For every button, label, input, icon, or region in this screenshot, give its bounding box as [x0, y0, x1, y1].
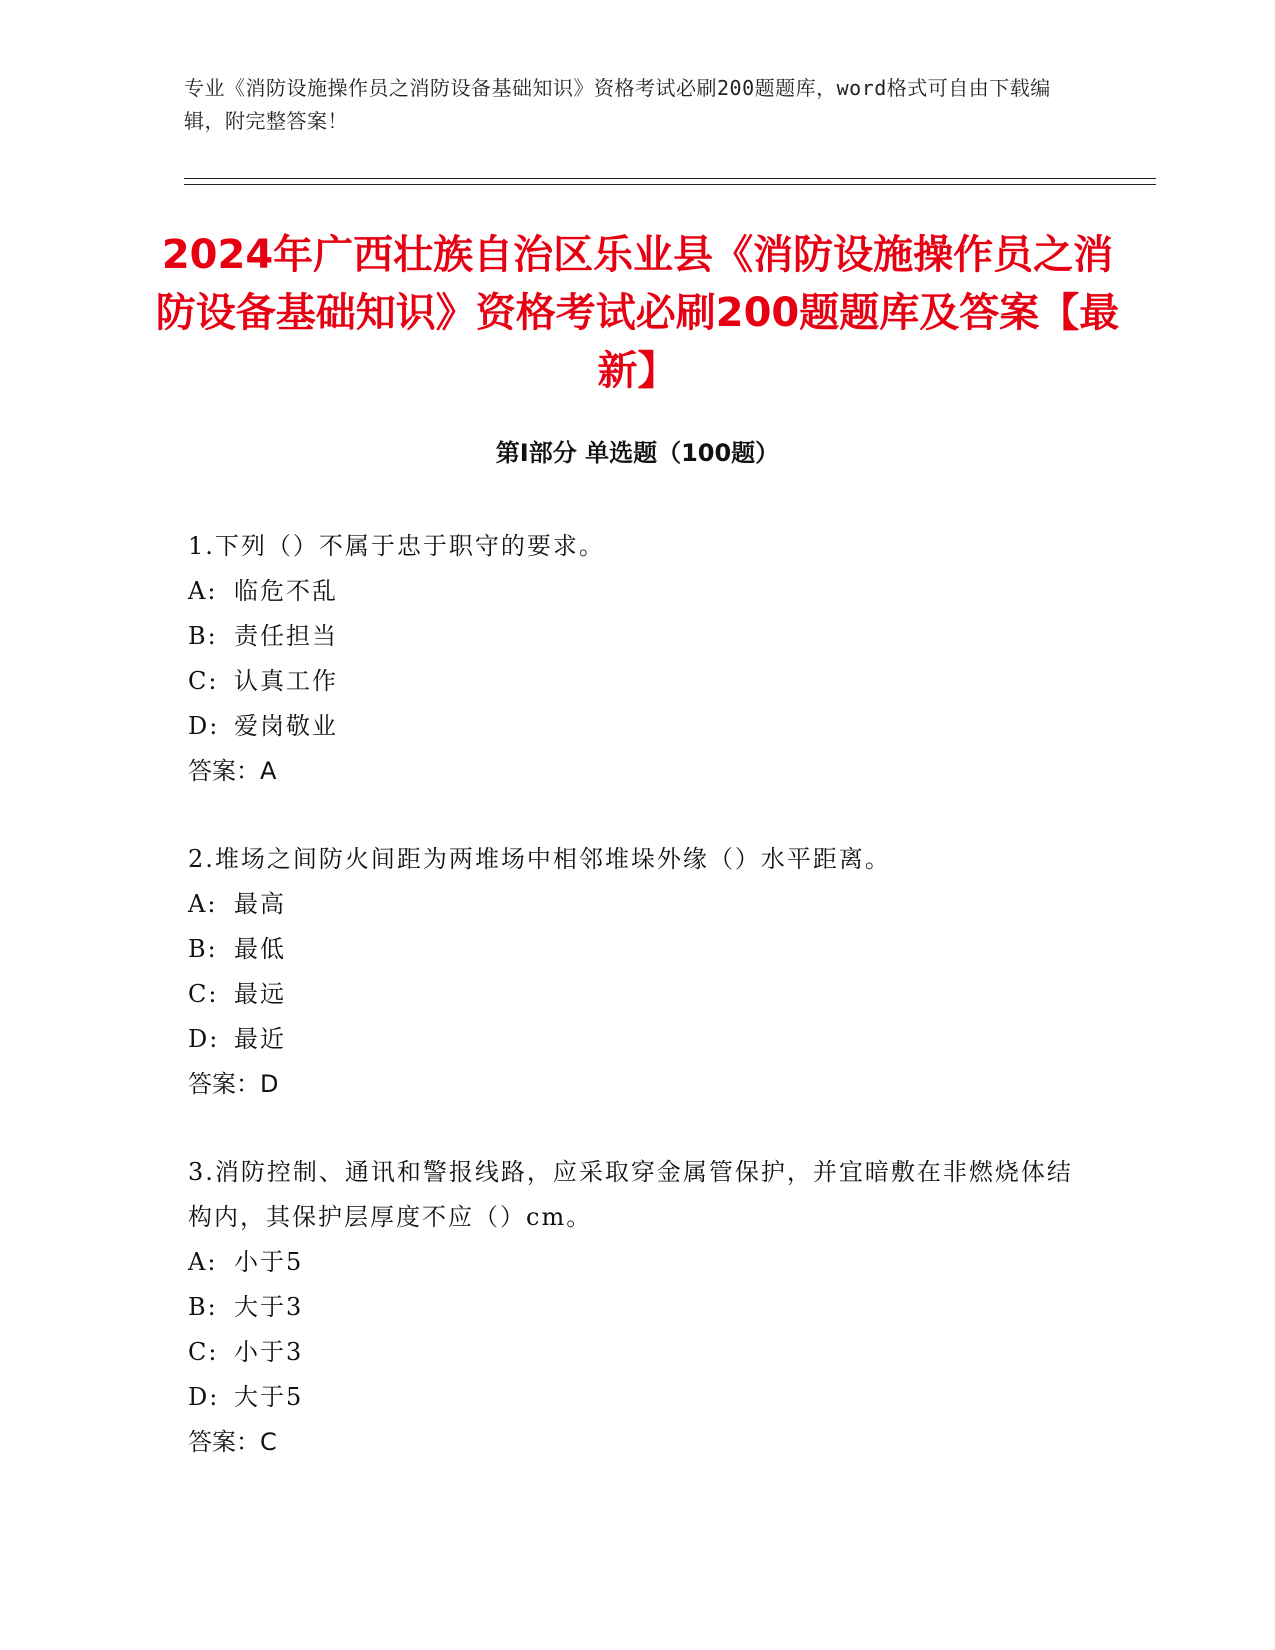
option-b [188, 614, 1088, 659]
option-c [188, 972, 1088, 1017]
option-key: B: [188, 622, 218, 650]
option-key: C: [188, 667, 219, 695]
option-b [188, 927, 1088, 972]
option-key: B: [188, 1293, 218, 1321]
option-d [188, 1375, 1088, 1420]
option-key: D: [188, 712, 220, 740]
option-text: 最低 [234, 935, 286, 963]
option-key: D: [188, 1025, 220, 1053]
question-spacer [188, 794, 1088, 837]
question-2 [188, 837, 1088, 1107]
header-divider-top [184, 178, 1156, 179]
option-c [188, 659, 1088, 704]
answer-line: 答案：D [188, 1070, 279, 1098]
option-key: A: [188, 577, 218, 605]
option-text: 小于3 [234, 1338, 304, 1366]
option-text: 大于5 [234, 1383, 304, 1411]
header-divider-bottom [184, 184, 1156, 185]
option-text: 爱岗敬业 [234, 712, 338, 740]
option-text: 认真工作 [234, 667, 338, 695]
question-1 [188, 524, 1088, 794]
option-text: 大于3 [234, 1293, 304, 1321]
option-text: 最高 [234, 890, 286, 918]
option-key: A: [188, 1248, 218, 1276]
document-title: 2024年广西壮族自治区乐业县《消防设施操作员之消防设备基础知识》资格考试必刷200题题库及答案【最新】 [155, 232, 1120, 394]
question-stem: 3.消防控制、通讯和警报线路，应采取穿金属管保护，并宜暗敷在非燃烧体结构内，其保护层厚度不应（）cm。 [188, 1158, 1073, 1231]
question-stem: 2.堆场之间防火间距为两堆场中相邻堆垛外缘（）水平距离。 [188, 845, 891, 873]
option-a [188, 569, 1088, 614]
option-a [188, 882, 1088, 927]
header-note: 专业《消防设施操作员之消防设备基础知识》资格考试必刷200题题库，word格式可自由下载编辑，附完整答案！ [184, 76, 1051, 133]
option-a [188, 1240, 1088, 1285]
option-text: 临危不乱 [234, 577, 338, 605]
option-b [188, 1285, 1088, 1330]
question-spacer [188, 1107, 1088, 1150]
option-c [188, 1330, 1088, 1375]
option-d [188, 704, 1088, 749]
option-text: 小于5 [234, 1248, 304, 1276]
answer-line: 答案：A [188, 757, 277, 785]
option-d [188, 1017, 1088, 1062]
option-key: D: [188, 1383, 220, 1411]
option-key: C: [188, 1338, 219, 1366]
option-text: 责任担当 [234, 622, 338, 650]
question-list [188, 524, 1088, 1465]
section-title: 第Ⅰ部分 单选题（100题） [495, 439, 780, 467]
option-text: 最近 [234, 1025, 286, 1053]
option-key: A: [188, 890, 218, 918]
answer-line: 答案：C [188, 1428, 277, 1456]
question-stem: 1.下列（）不属于忠于职守的要求。 [188, 532, 605, 560]
option-key: C: [188, 980, 219, 1008]
option-text: 最远 [234, 980, 286, 1008]
option-key: B: [188, 935, 218, 963]
question-3 [188, 1150, 1088, 1465]
